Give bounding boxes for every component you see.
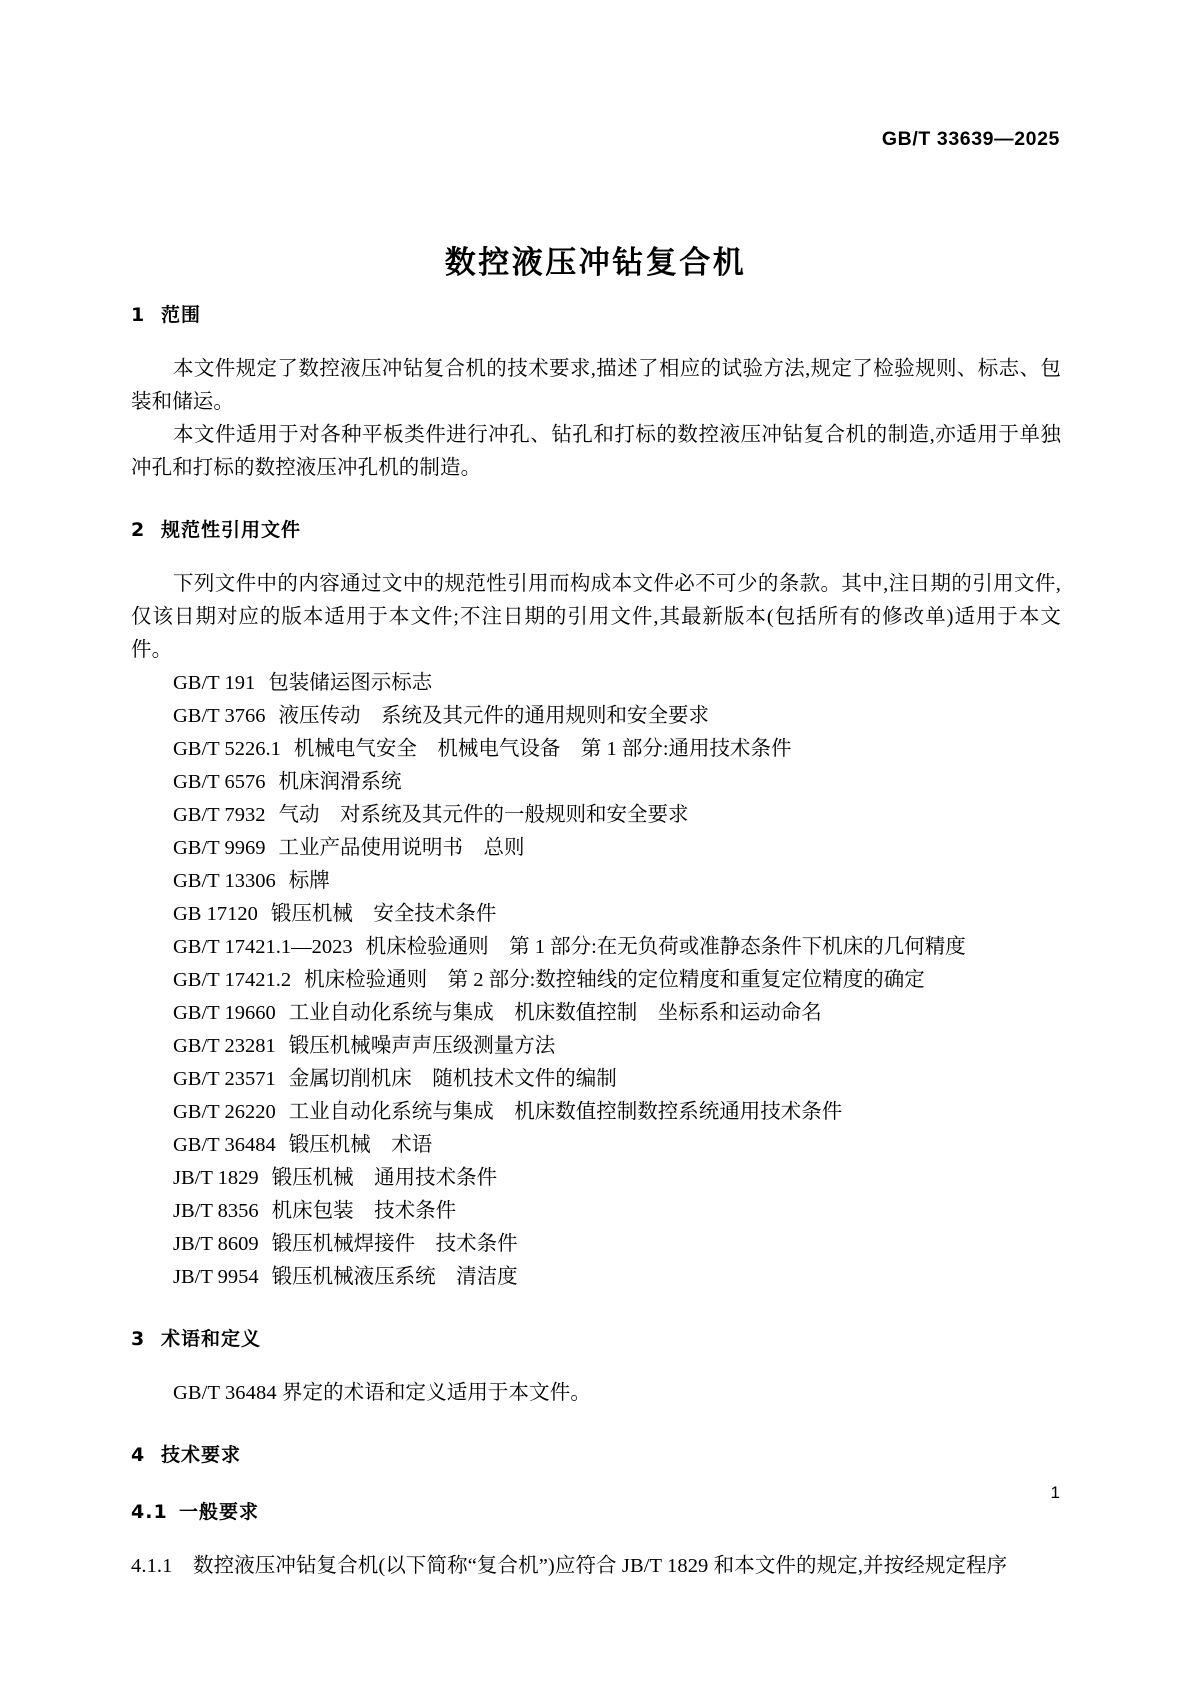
reference-item [131, 1162, 1061, 1195]
clause-heading-4-1 [131, 1497, 1061, 1524]
clause-number-4-1: 4.1 [131, 1501, 168, 1523]
reference-title: 锻压机械 通用技术条件 [271, 1167, 498, 1189]
clause-title-4-1: 一般要求 [179, 1501, 260, 1523]
reference-title: 工业自动化系统与集成 机床数值控制数控系统通用技术条件 [288, 1101, 843, 1123]
reference-item [131, 1096, 1061, 1129]
reference-item [131, 1129, 1061, 1162]
reference-title: 标牌 [288, 870, 330, 892]
reference-title: 机床检验通则 第 1 部分:在无负荷或准静态条件下机床的几何精度 [365, 936, 966, 958]
reference-code: GB/T 19660 [173, 1002, 276, 1024]
reference-item [131, 898, 1061, 931]
page-number: 1 [1050, 1483, 1060, 1502]
reference-title: 锻压机械液压系统 清洁度 [271, 1266, 518, 1288]
reference-title: 锻压机械噪声声压级测量方法 [288, 1035, 556, 1057]
reference-code: GB/T 23281 [173, 1035, 276, 1057]
normative-reference-list [131, 667, 1061, 1294]
reference-title: 金属切削机床 随机技术文件的编制 [288, 1068, 617, 1090]
reference-code: GB/T 9969 [173, 837, 266, 859]
document-body [131, 300, 1061, 1583]
reference-code: GB/T 17421.2 [173, 969, 292, 991]
reference-item [131, 766, 1061, 799]
clause-title-1: 范围 [161, 304, 202, 326]
reference-code: GB/T 3766 [173, 705, 266, 727]
clause1-paragraph-1: 本文件规定了数控液压冲钻复合机的技术要求,描述了相应的试验方法,规定了检验规则、标志、包装和储运。 [131, 358, 1061, 413]
reference-item [131, 964, 1061, 997]
reference-title: 机床包装 技术条件 [271, 1200, 457, 1222]
reference-code: JB/T 8609 [173, 1233, 259, 1255]
clause-heading-3 [131, 1324, 1061, 1351]
clause-title-3: 术语和定义 [161, 1328, 262, 1350]
reference-title: 锻压机械焊接件 技术条件 [271, 1233, 518, 1255]
reference-title: 机床润滑系统 [278, 771, 402, 793]
clause-heading-4 [131, 1440, 1061, 1467]
clause-title-4: 技术要求 [161, 1444, 242, 1466]
reference-item [131, 997, 1061, 1030]
clause-title-2: 规范性引用文件 [161, 519, 302, 541]
reference-item [131, 832, 1061, 865]
reference-title: 液压传动 系统及其元件的通用规则和安全要求 [278, 705, 709, 727]
reference-title: 工业产品使用说明书 总则 [278, 837, 525, 859]
clause-number-4-1-1: 4.1.1 [131, 1555, 173, 1577]
reference-item [131, 733, 1061, 766]
reference-code: GB/T 6576 [173, 771, 266, 793]
reference-code: GB/T 5226.1 [173, 738, 281, 760]
reference-code: JB/T 8356 [173, 1200, 259, 1222]
running-header-standard-number: GB/T 33639—2025 [881, 128, 1060, 150]
reference-item [131, 667, 1061, 700]
reference-title: 锻压机械 安全技术条件 [270, 903, 497, 925]
reference-title: 机床检验通则 第 2 部分:数控轴线的定位精度和重复定位精度的确定 [304, 969, 925, 991]
clause3-paragraph: GB/T 36484 界定的术语和定义适用于本文件。 [173, 1382, 591, 1404]
reference-title: 机械电气安全 机械电气设备 第 1 部分:通用技术条件 [293, 738, 792, 760]
reference-item [131, 1228, 1061, 1261]
reference-item [131, 931, 1061, 964]
clause-number-1: 1 [131, 304, 146, 326]
reference-code: GB/T 7932 [173, 804, 266, 826]
reference-item [131, 865, 1061, 898]
reference-item [131, 700, 1061, 733]
reference-code: GB/T 26220 [173, 1101, 276, 1123]
clause-number-4: 4 [131, 1444, 146, 1466]
reference-item [131, 799, 1061, 832]
reference-item [131, 1261, 1061, 1294]
clause-heading-1 [131, 300, 1061, 327]
reference-code: JB/T 1829 [173, 1167, 259, 1189]
clause2-intro-paragraph: 下列文件中的内容通过文中的规范性引用而构成本文件必不可少的条款。其中,注日期的引用文件,仅该日期对应的版本适用于本文件;不注日期的引用文件,其最新版本(包括所有的修改单)适用于本文件。 [131, 573, 1061, 661]
reference-item [131, 1030, 1061, 1063]
reference-title: 包装储运图示标志 [268, 672, 433, 694]
reference-title: 锻压机械 术语 [288, 1134, 433, 1156]
reference-code: GB/T 13306 [173, 870, 276, 892]
clause-text-4-1-1: 数控液压冲钻复合机(以下简称“复合机”)应符合 JB/T 1829 和本文件的规定,并按经规定程序 [193, 1555, 1008, 1577]
reference-code: GB/T 17421.1—2023 [173, 936, 353, 958]
reference-code: GB/T 191 [173, 672, 256, 694]
clause-paragraph-4-1-1 [131, 1550, 1061, 1583]
reference-title: 工业自动化系统与集成 机床数值控制 坐标系和运动命名 [288, 1002, 822, 1024]
reference-code: GB/T 36484 [173, 1134, 276, 1156]
reference-code: GB 17120 [173, 903, 258, 925]
clause-number-3: 3 [131, 1328, 146, 1350]
clause-heading-2 [131, 515, 1061, 542]
reference-code: JB/T 9954 [173, 1266, 259, 1288]
reference-code: GB/T 23571 [173, 1068, 276, 1090]
clause-number-2: 2 [131, 519, 146, 541]
reference-item [131, 1063, 1061, 1096]
reference-item [131, 1195, 1061, 1228]
reference-title: 气动 对系统及其元件的一般规则和安全要求 [278, 804, 689, 826]
document-title: 数控液压冲钻复合机 [444, 244, 747, 281]
clause1-paragraph-2: 本文件适用于对各种平板类件进行冲孔、钻孔和打标的数控液压冲钻复合机的制造,亦适用于单独冲孔和打标的数控液压冲孔机的制造。 [131, 424, 1061, 479]
